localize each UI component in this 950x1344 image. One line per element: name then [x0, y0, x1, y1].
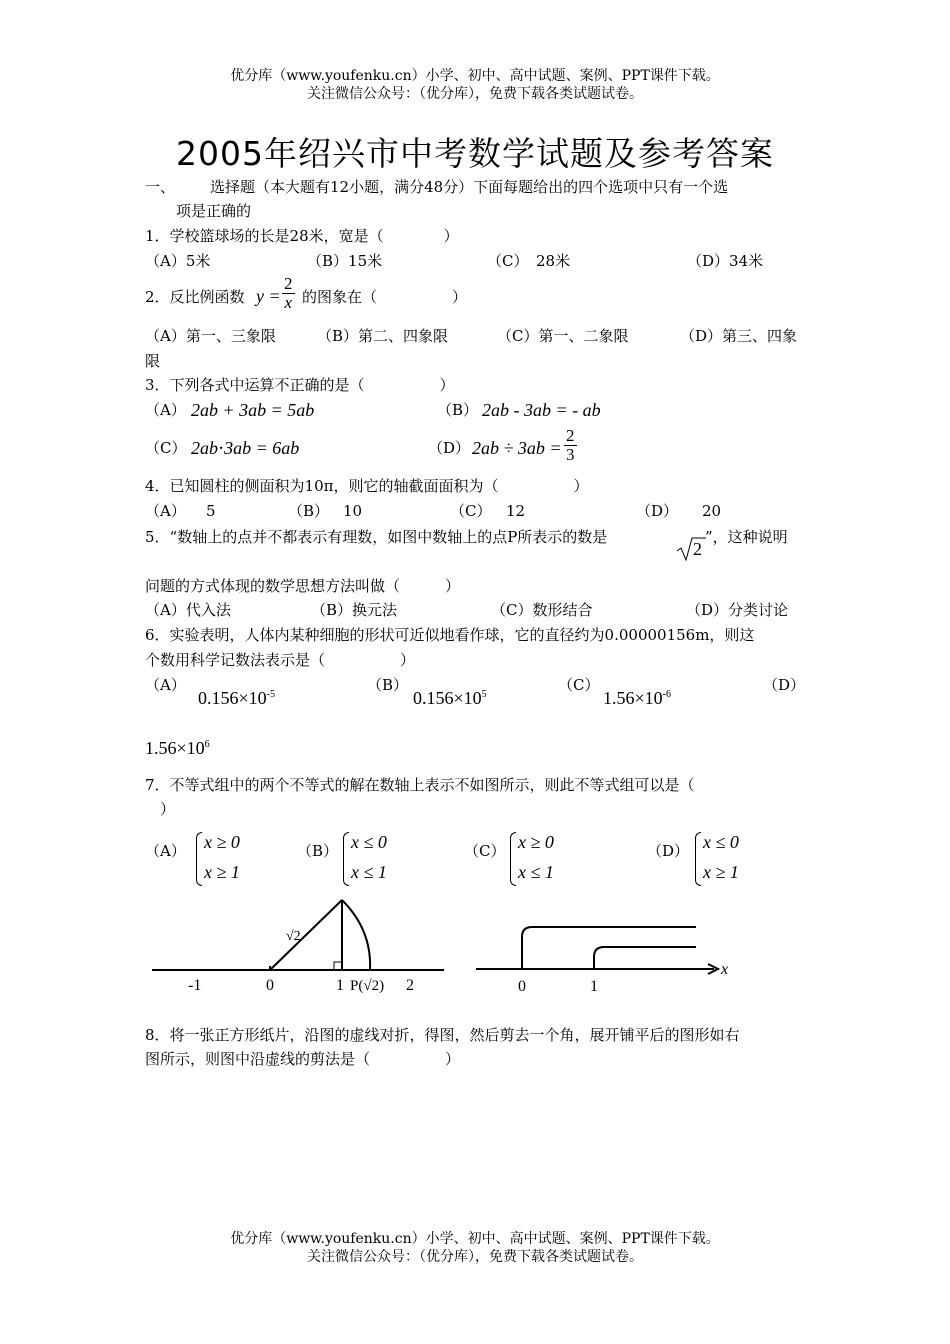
q2-stem-pre: 2．反比例函数 [145, 288, 245, 306]
q6-label-a: （A） [145, 676, 186, 694]
q5-option-c: （C）数形结合 [491, 601, 593, 619]
footer-line-1: 优分库（www.youfenku.cn）小学、初中、高中试题、案例、PPT课件下载。 [230, 1231, 720, 1247]
section-number: 一、 [145, 178, 176, 196]
q6-base-c: 1.56×10 [603, 688, 663, 708]
figure1-point-p: P(√2) [350, 978, 385, 994]
q6-base-d: 1.56×10 [145, 738, 205, 758]
q7-label-a: （A） [145, 842, 186, 860]
q2-option-c: （C）第一、二象限 [497, 327, 629, 345]
q5-sqrt [676, 536, 706, 566]
q6-value-b [413, 688, 487, 709]
q6-label-d: （D） [763, 676, 806, 694]
q4-label-d: （D） [636, 502, 679, 520]
figure2-tick-1: 1 [590, 978, 598, 995]
q7-d-line1: x ≤ 0 [703, 832, 739, 852]
q3-d-den: 3 [566, 445, 575, 464]
q2-option-d: （D）第三、四象 [680, 327, 798, 345]
q2-option-a: （A）第一、三象限 [145, 327, 276, 345]
section-text-1: 选择题（本大题有12小题，满分48分）下面每题给出的四个选项中只有一个选 [210, 178, 729, 196]
compass-arc [342, 900, 370, 970]
q1-option-a: （A）5米 [145, 252, 211, 270]
q6-exp-c: -6 [662, 689, 671, 700]
q2-expr-y: y = [256, 286, 281, 306]
q7-b-line1: x ≤ 0 [351, 832, 387, 852]
q6-exp-d: 6 [204, 739, 210, 750]
q3-label-a: （A） [145, 401, 186, 419]
q4-value-c: 12 [506, 502, 526, 520]
q3-expr-c: 2ab⋅3ab = 6ab [191, 438, 300, 458]
q6-stem-1: 6．实验表明，人体内某种细胞的形状可近似地看作球，它的直径约为0.00000156m，则这 [145, 626, 755, 644]
header-line-2: 关注微信公众号：（优分库），免费下载各类试题试卷。 [307, 86, 643, 102]
q7-brace-c [510, 832, 516, 886]
q3-stem: 3．下列各式中运算不正确的是（ ） [145, 376, 455, 394]
q7-brace-a [196, 832, 202, 886]
q1-option-c: （C） 28米 [487, 252, 571, 270]
q6-stem-2: 个数用科学记数法表示是（ ） [145, 651, 416, 669]
q5-option-b: （B）换元法 [311, 601, 398, 619]
q5-option-a: （A）代入法 [145, 601, 231, 619]
q8-stem-2: 图所示，则图中沿虚线的剪法是（ ） [145, 1050, 461, 1068]
q3-d-num: 2 [566, 426, 575, 445]
q2-fraction [282, 275, 295, 312]
q1-option-d: （D）34米 [687, 252, 764, 270]
q7-brace-d [695, 832, 701, 886]
figure-sqrt2-number-line [148, 890, 448, 1000]
figure1-sqrt-label: √2 [286, 929, 301, 944]
q4-stem: 4．已知圆柱的侧面积为10π，则它的轴截面面积为（ ） [145, 477, 589, 495]
q7-b-line2: x ≤ 1 [351, 862, 387, 882]
q6-exp-b: 5 [481, 689, 487, 700]
q7-brace-b [343, 832, 349, 886]
q6-base-b: 0.156×10 [413, 688, 482, 708]
figure2-axis-label: x [721, 961, 729, 978]
q4-value-d: 20 [702, 502, 722, 520]
q4-label-b: （B） [288, 502, 330, 520]
q2-option-b: （B）第二、四象限 [317, 327, 449, 345]
q2-stem-post: 的图象在（ ） [302, 288, 468, 306]
q6-exp-a: -5 [266, 689, 275, 700]
q3-label-c: （C） [145, 439, 187, 457]
figure1-tick-0: 0 [266, 977, 274, 994]
q6-base-a: 0.156×10 [198, 688, 267, 708]
q3-d-fraction [564, 427, 577, 464]
q1-stem: 1．学校篮球场的长是28米，宽是（ ） [145, 227, 459, 245]
q2-frac-num: 2 [284, 274, 293, 293]
q6-value-a [198, 688, 275, 709]
q7-stem-1: 7．不等式组中的两个不等式的解在数轴上表示不如图所示，则此不等式组可以是（ [145, 776, 695, 794]
q4-value-b: 10 [343, 502, 363, 520]
q3-expr-a: 2ab + 3ab = 5ab [191, 400, 315, 420]
figure-inequality-number-line [472, 915, 742, 995]
q4-value-a: 5 [206, 502, 216, 520]
figure1-tick-neg1: -1 [188, 977, 202, 994]
q7-a-line2: x ≥ 1 [204, 862, 240, 882]
q5-stem: 5．“数轴上的点并不都表示有理数，如图中数轴上的点P所表示的数是 [145, 528, 608, 546]
q4-label-c: （C） [450, 502, 492, 520]
q7-label-b: （B） [297, 842, 339, 860]
q1-option-b: （B）15米 [307, 252, 383, 270]
q5-stem-post: ”，这种说明 [705, 528, 788, 546]
q3-expr-d: 2ab ÷ 3ab = [472, 438, 562, 458]
right-angle-mark [334, 962, 342, 970]
q7-a-line1: x ≥ 0 [204, 832, 240, 852]
q7-c-line1: x ≥ 0 [518, 832, 554, 852]
figure2-tick-0: 0 [518, 978, 526, 995]
q7-d-line2: x ≥ 1 [703, 862, 739, 882]
q3-label-b: （B） [437, 401, 479, 419]
figure1-tick-2: 2 [406, 977, 414, 994]
q6-value-d [145, 738, 210, 759]
q5-stem-2: 问题的方式体现的数学思想方法叫做（ ） [145, 577, 461, 595]
q8-stem-1: 8．将一张正方形纸片，沿图的虚线对折，得图，然后剪去一个角，展开铺平后的图形如右 [145, 1026, 740, 1044]
q7-label-c: （C） [464, 842, 506, 860]
q6-label-b: （B） [367, 676, 409, 694]
figure1-tick-1: 1 [336, 977, 344, 994]
q6-value-c [603, 688, 671, 709]
footer-line-2: 关注微信公众号：（优分库），免费下载各类试题试卷。 [307, 1249, 643, 1265]
page-title: 2005年绍兴市中考数学试题及参考答案 [176, 134, 774, 173]
q6-label-c: （C） [558, 676, 600, 694]
q7-stem-2: ） [160, 800, 176, 818]
section-text-2: 项是正确的 [176, 202, 252, 220]
header-line-1: 优分库（www.youfenku.cn）小学、初中、高中试题、案例、PPT课件下载。 [230, 68, 720, 84]
q2-option-d-wrap: 限 [145, 352, 161, 370]
q7-label-d: （D） [647, 842, 690, 860]
q5-sqrt-value: 2 [693, 539, 702, 559]
q5-option-d: （D）分类讨论 [686, 601, 789, 619]
q2-frac-den: x [284, 293, 293, 312]
hypotenuse-line [270, 900, 342, 970]
q4-label-a: （A） [145, 502, 186, 520]
q3-expr-b: 2ab - 3ab = - ab [482, 400, 601, 420]
q3-label-d: （D） [428, 439, 471, 457]
solution-ray-x-ge-1 [594, 947, 696, 969]
q7-c-line2: x ≤ 1 [518, 862, 554, 882]
